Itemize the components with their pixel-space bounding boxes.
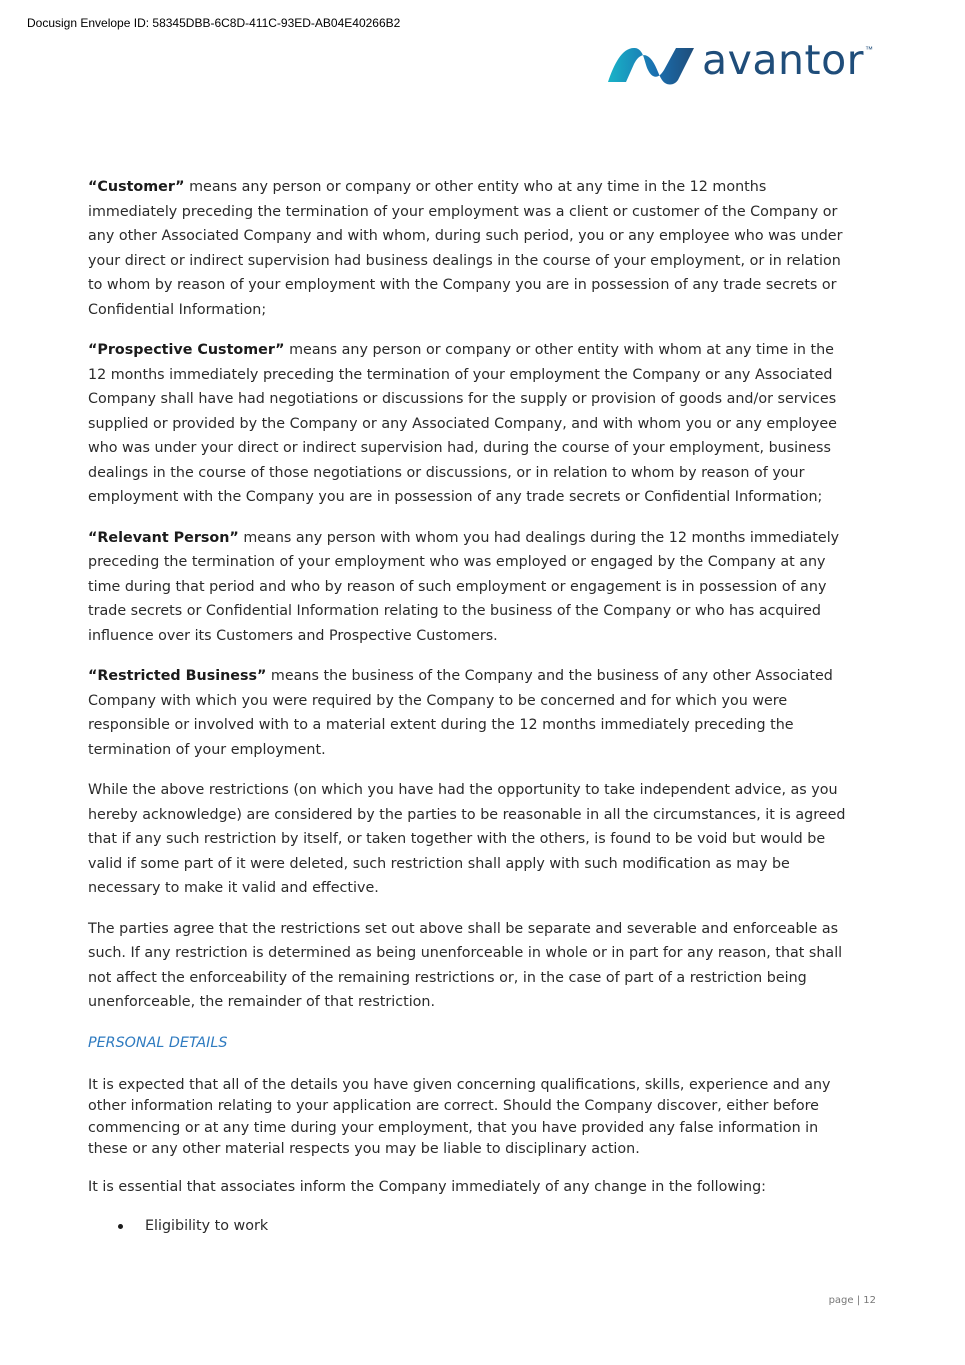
definition-text: means the business of the Company and the business of any other Associated Company with which you were required by the Company to be concerned and for which you were responsible or involved with to a material extent during the 12 months immediately preceding the termination of your employment. (88, 668, 833, 758)
logo-wordmark: avantor (702, 35, 865, 84)
page-number: page | 12 (828, 1295, 876, 1306)
bullet-icon (118, 1224, 123, 1229)
docusign-envelope-id: Docusign Envelope ID: 58345DBB-6C8D-411C-93ED-AB04E40266B2 (27, 16, 401, 30)
definition-text: means any person or company or other entity with whom at any time in the 12 months immediately preceding the termination of your employment the Company or any Associated Company shall have had negotiations or discussions for the supply or provision of goods and/or services supplied or provided by the Company or any Associated Company, and with whom you or any employee who was under your direct or indirect supervision had, during the course of your employment, business dealings in the course of those negotiations or discussions, or in relation to whom by reason of your employment with the Company you are in possession of any trade secrets or Confidential Information; (88, 342, 837, 505)
personal-details-heading: PERSONAL DETAILS (88, 1034, 228, 1051)
document-body (88, 175, 852, 1238)
defined-term: “Relevant Person” (88, 529, 239, 546)
changes-list (88, 1214, 852, 1238)
inform-changes-paragraph: It is essential that associates inform the Company immediately of any change in the following: (88, 1178, 766, 1195)
definition-text: means any person with whom you had dealings during the 12 months immediately preceding the termination of your employment who was employed or engaged by the Company at any time during that period and who by reason of such employment or engagement is in possession of any trade secrets or Confidential Information relating to the business of the Company or who has acquired influence over its Customers and Prospective Customers. (88, 529, 840, 644)
prospective-customer-definition (88, 338, 852, 510)
list-item-text: Eligibility to work (145, 1218, 269, 1234)
definition-text: means any person or company or other entity who at any time in the 12 months immediately preceding the termination of your employment was a client or customer of the Company or any other Associated Company and with whom, during such period, you or any employee who was under your direct or indirect supervision had business dealings in the course of your employment, or in relation to whom by reason of your employment with the Company you are in possession of any trade secrets or Confidential Information; (88, 179, 843, 318)
restricted-business-definition (88, 664, 852, 762)
avantor-logo (604, 35, 914, 88)
customer-definition (88, 175, 852, 322)
relevant-person-definition (88, 526, 852, 649)
details-correct-paragraph: It is expected that all of the details you have given concerning qualifications, skills, experience and any other information relating to your application are correct. Should the Company discover, either before commencing or at any time during your employment, that you have provided any false information in these or any other material respects you may be liable to disciplinary action. (88, 1076, 831, 1157)
avantor-wave-icon (604, 40, 700, 86)
defined-term: “Prospective Customer” (88, 342, 285, 358)
list-item (88, 1214, 852, 1238)
severability-paragraph: The parties agree that the restrictions set out above shall be separate and severable and enforceable as such. If any restriction is determined as being unenforceable in whole or in part for any reason, that shall not affect the enforceability of the remaining restrictions or, in the case of part of a restriction being unenforceable, the remainder of that restriction. (88, 920, 843, 1010)
defined-term: “Restricted Business” (88, 668, 267, 684)
defined-term: “Customer” (88, 179, 185, 195)
logo-trademark: ™ (865, 44, 874, 54)
restrictions-reasonable-paragraph: While the above restrictions (on which you have had the opportunity to take independent advice, as you hereby acknowledge) are considered by the parties to be reasonable in all the circumstances, it is agreed that if any such restriction by itself, or taken together with the others, is found to be void but would be valid if some part of it were deleted, such restriction shall apply with such modification as may be necessary to make it valid and effective. (88, 782, 846, 896)
